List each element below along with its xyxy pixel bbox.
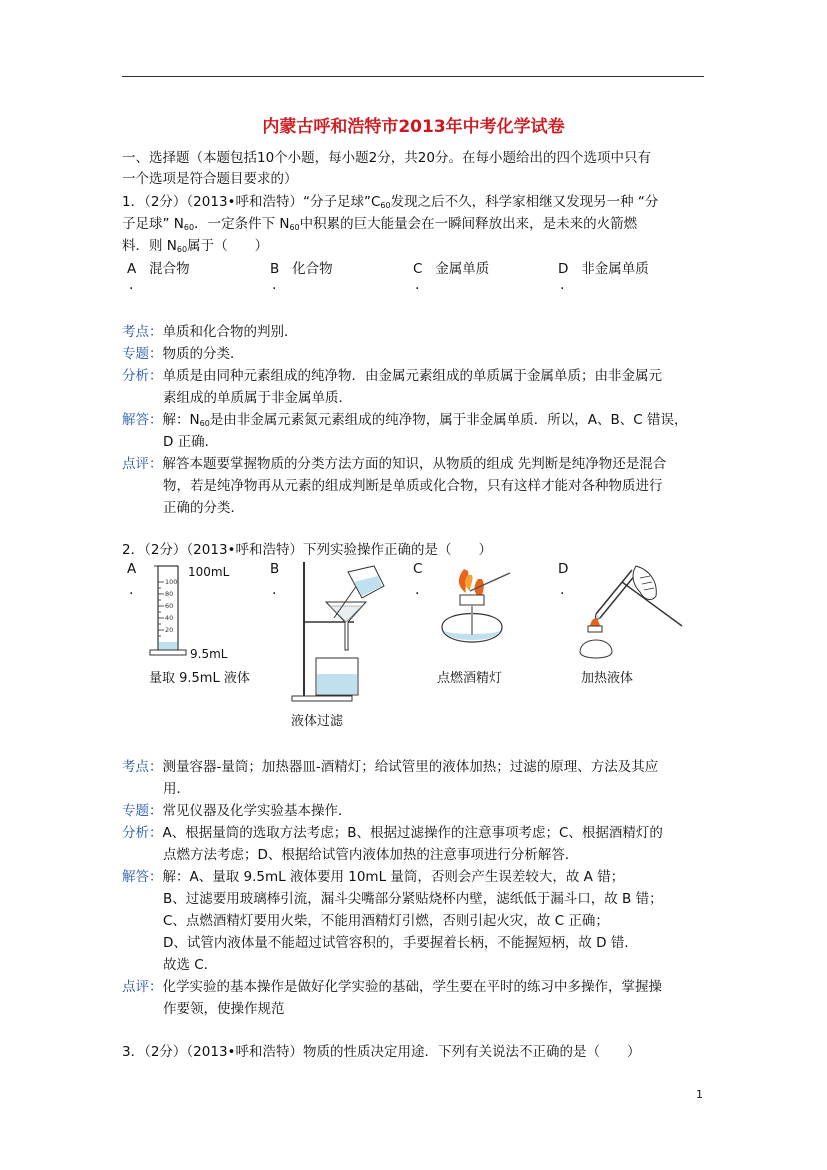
q1-dianping-line2: 物，若是纯净物再从元素的组成判断是单质或化合物，只有这样才能对各种物质进行 [163, 478, 663, 494]
q2-kaodian-line2: 用． [163, 781, 190, 797]
q1-jieda-line1: 解答：解：$N_{60}$是由非金属元素氮元素组成的纯净物，属于非金属单质．所以，A、B、C 错误， [122, 412, 688, 428]
q2-jieda-line1: 解答：解：A、量取 9.5mL 液体要用 10mL 量筒，否则会产生误差较大，故 A 错； [122, 869, 625, 885]
q2-option-d-letter: D [558, 561, 569, 577]
q2-caption-b: 液体过滤 [291, 714, 344, 729]
page-number: 1 [696, 1088, 703, 1101]
header-rule [122, 76, 704, 77]
alcohol-lamp-figure [430, 565, 530, 665]
graduated-cylinder-figure [146, 562, 256, 667]
cylinder-top-label: 100mL [188, 565, 230, 579]
q2-option-b-dot: . [272, 582, 277, 598]
q1-option-d-dot: . [560, 277, 565, 293]
q1-option-a-dot: . [129, 277, 134, 293]
cylinder-tick-100: 100 [165, 578, 178, 586]
q1-stem-line2: 子足球” $N_{60}$．一定条件下 $N_{60}$中积累的巨大能量会在一瞬间释放出来，是未来的火箭燃 [122, 216, 638, 232]
q2-option-c-letter: C [413, 561, 423, 577]
q2-caption-c: 点燃酒精灯 [437, 671, 503, 686]
q1-dianping-line1: 点评：解答本题要掌握物质的分类方法方面的知识，从物质的组成 先判断是纯净物还是混合 [122, 456, 667, 472]
cylinder-tick-60: 60 [165, 602, 174, 610]
q2-dianping-line2: 作要领，使操作规范 [163, 1001, 285, 1017]
q1-option-c: C 金属单质 [413, 261, 490, 277]
q1-fenxi-line2: 素组成的单质属于非金属单质． [163, 390, 352, 406]
heating-test-tube-figure [578, 560, 688, 665]
q1-option-d: D 非金属单质 [558, 261, 649, 277]
section-heading-line1: 一、选择题（本题包括10个小题，每小题2分，共20分。在每小题给出的四个选项中只有 [122, 150, 651, 166]
q1-fenxi-line1: 分析：单质是由同种元素组成的纯净物．由金属元素组成的单质属于金属单质；由非金属元 [122, 368, 662, 384]
q2-stem: 2．（2分）（2013•呼和浩特）下列实验操作正确的是（ ） [122, 542, 492, 558]
cylinder-tick-40: 40 [165, 614, 174, 622]
q2-option-a-dot: . [129, 582, 134, 598]
q1-stem-line3: 料．则 $N_{60}$属于（ ） [122, 238, 269, 254]
q2-caption-a: 量取 9.5mL 液体 [149, 671, 250, 686]
q1-dianping-line3: 正确的分类． [163, 500, 244, 516]
q1-zhuanti: 专题：物质的分类． [122, 346, 244, 362]
q2-dianping-line1: 点评：化学实验的基本操作是做好化学实验的基础，学生要在平时的练习中多操作，掌握操 [122, 979, 662, 995]
q2-jieda-line2: B、过滤要用玻璃棒引流，漏斗尖嘴部分紧贴烧杯内壁，滤纸低于漏斗口，故 B 错； [163, 891, 663, 907]
cylinder-tick-20: 20 [165, 626, 174, 634]
q1-stem-line1: 1．（2分）（2013•呼和浩特）“分子足球$”C_{60}$发现之后不久，科学家相继又发现另一种 “分 [122, 194, 659, 210]
q2-option-d-dot: . [560, 582, 565, 598]
q2-kaodian-line1: 考点：测量容器-量筒；加热器皿-酒精灯；给试管里的液体加热；过滤的原理、方法及其应 [122, 759, 659, 775]
q2-option-b-letter: B [270, 561, 280, 577]
q1-option-c-dot: . [415, 277, 420, 293]
q1-kaodian: 考点：单质和化合物的判别． [122, 324, 298, 340]
q1-jieda-line2: D 正确． [163, 434, 219, 450]
section-heading-line2: 一个选项是符合题目要求的） [122, 171, 298, 187]
q1-option-b-dot: . [272, 277, 277, 293]
q2-fenxi-line1: 分析：A、根据量筒的选取方法考虑；B、根据过滤操作的注意事项考虑；C、根据酒精灯的 [122, 825, 663, 841]
filtration-figure [282, 558, 402, 708]
q2-option-c-dot: . [415, 582, 420, 598]
q1-option-b: B 化合物 [270, 261, 333, 277]
q2-jieda-line4: D、试管内液体量不能超过试管容积的，手要握着长柄，不能握短柄，故 D 错． [163, 935, 638, 951]
q2-option-a-letter: A [127, 561, 137, 577]
q2-fenxi-line2: 点燃方法考虑；D、根据给试管内液体加热的注意事项进行分析解答． [163, 847, 579, 863]
q2-caption-d: 加热液体 [581, 671, 634, 686]
q3-stem: 3．（2分）（2013•呼和浩特）物质的性质决定用途．下列有关说法不正确的是（ ） [122, 1044, 641, 1060]
q2-zhuanti: 专题：常见仪器及化学实验基本操作． [122, 803, 352, 819]
cylinder-bottom-label: 9.5mL [190, 647, 228, 661]
q2-jieda-line5: 故选 C． [163, 957, 218, 973]
q2-jieda-line3: C、点燃酒精灯要用火柴，不能用酒精灯引燃，否则引起火灾，故 C 正确； [163, 913, 609, 929]
cylinder-tick-80: 80 [165, 590, 174, 598]
page-title: 内蒙古呼和浩特市2013年中考化学试卷 [262, 117, 565, 137]
q1-option-a: A 混合物 [127, 261, 190, 277]
